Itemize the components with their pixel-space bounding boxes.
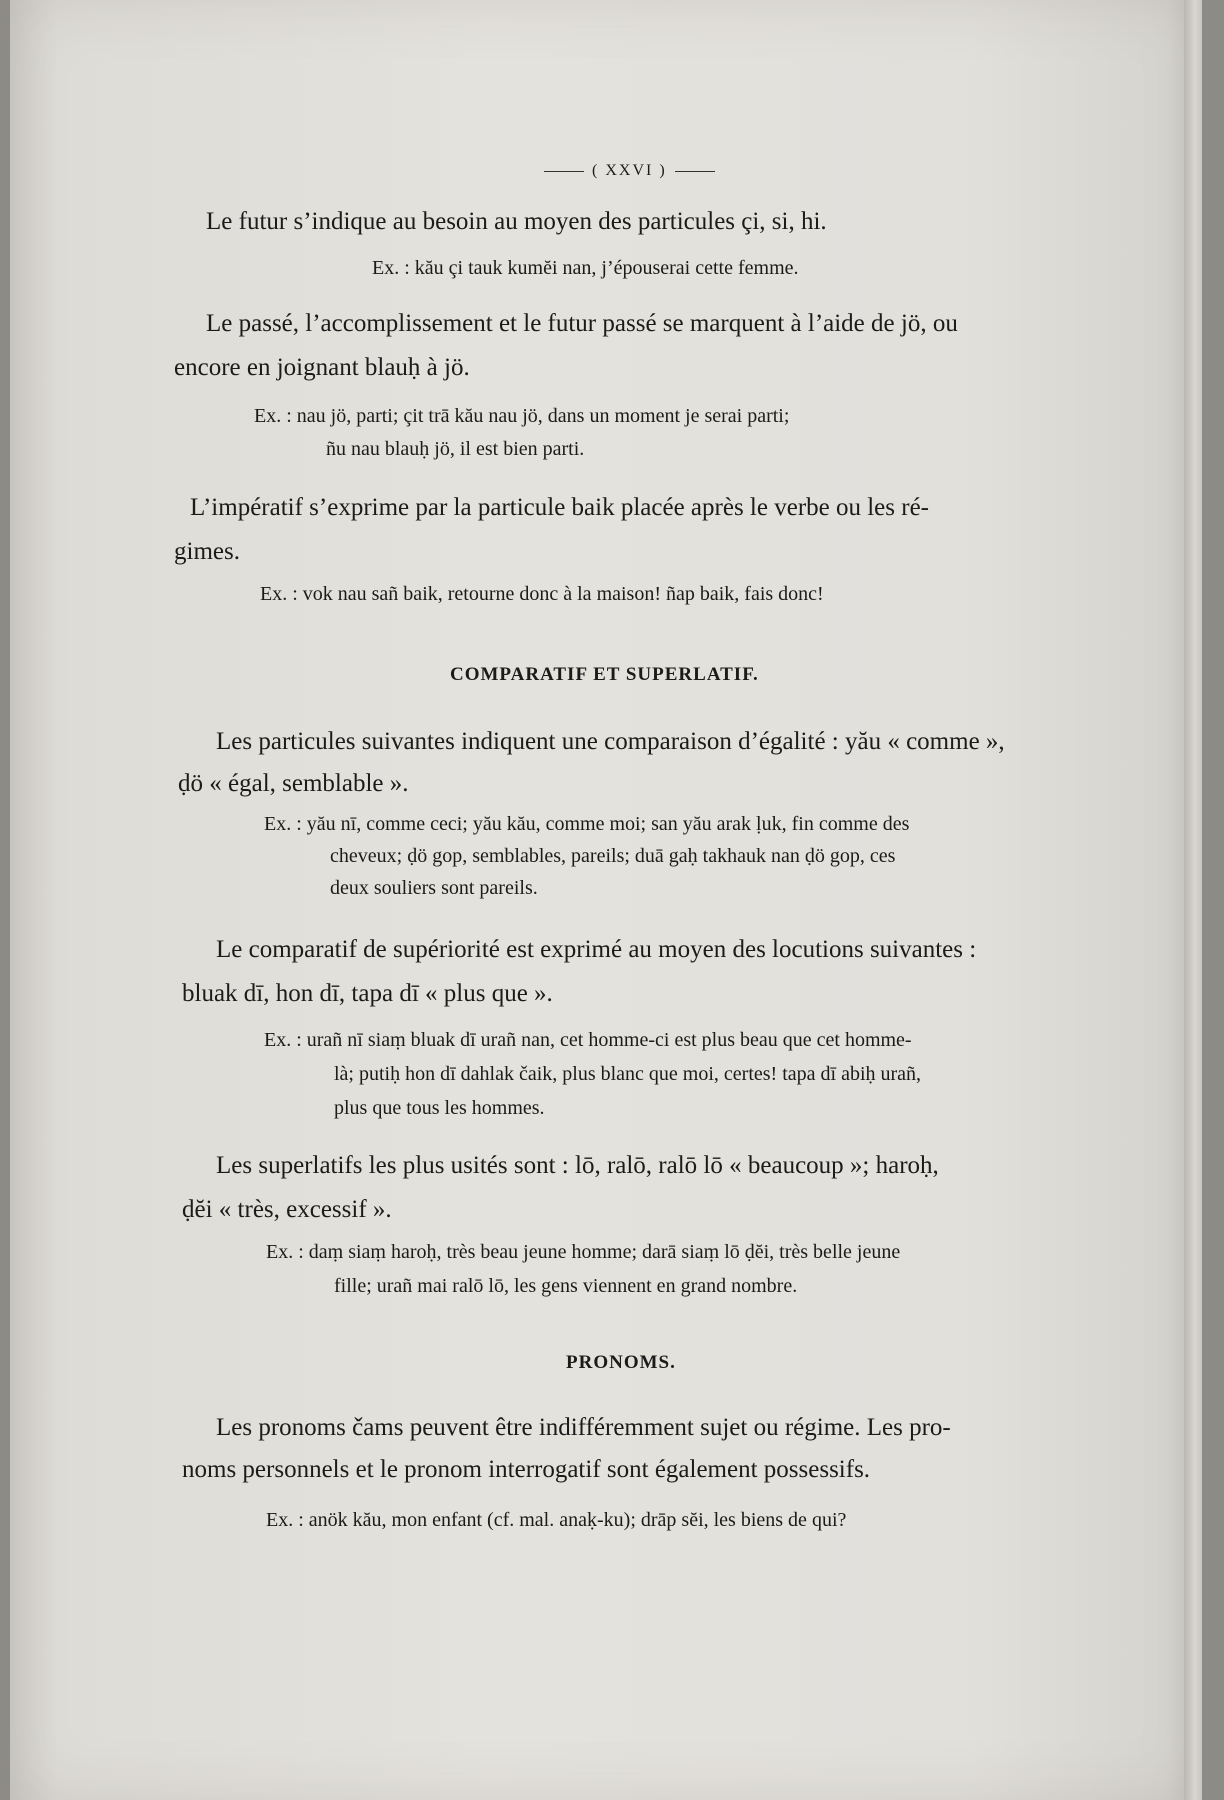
example-superlatif-line2: fille; urañ mai ralō lō, les gens viennent en grand nombre. xyxy=(334,1275,798,1297)
example-futur: Ex. : kău çi tauk kumĕi nan, j’épouserai cette femme. xyxy=(372,257,799,279)
paragraph-imperatif-line2: gimes. xyxy=(174,538,240,565)
paragraph-superiorite-line1: Le comparatif de supériorité est exprimé au moyen des locutions suivantes : xyxy=(216,936,977,963)
paragraph-egalite-line1: Les particules suivantes indiquent une comparaison d’égalité : yău « comme », xyxy=(216,728,1005,755)
page-header xyxy=(536,162,723,180)
section-heading-pronoms: PRONOMS. xyxy=(566,1352,676,1373)
paragraph-futur: Le futur s’indique au besoin au moyen des particules çi, si, hi. xyxy=(206,208,827,235)
paragraph-passe-line1: Le passé, l’accomplissement et le futur passé se marquent à l’aide de jö, ou xyxy=(206,310,958,337)
page-number: ( XXVI ) xyxy=(592,162,667,179)
paragraph-pronoms-line1: Les pronoms čams peuvent être indifféremment sujet ou régime. Les pro- xyxy=(216,1414,951,1441)
example-superlatif-line1: Ex. : daṃ siaṃ haroḥ, très beau jeune homme; darā siaṃ lō ḍĕi, très belle jeune xyxy=(266,1241,901,1263)
example-egalite-line2: cheveux; ḍö gop, semblables, pareils; duā gaḥ takhauk nan ḍö gop, ces xyxy=(330,845,896,867)
example-superiorite-line3: plus que tous les hommes. xyxy=(334,1097,545,1119)
example-egalite-line3: deux souliers sont pareils. xyxy=(330,877,538,899)
header-ornament-right xyxy=(675,171,715,172)
paragraph-superiorite-line2: bluak dī, hon dī, tapa dī « plus que ». xyxy=(182,980,553,1007)
example-passe-line2: ñu nau blauḥ jö, il est bien parti. xyxy=(326,438,585,460)
example-imperatif: Ex. : vok nau sañ baik, retourne donc à la maison! ñap baik, fais donc! xyxy=(260,583,824,605)
section-heading-comparatif: COMPARATIF ET SUPERLATIF. xyxy=(450,664,759,685)
paragraph-imperatif-line1: L’impératif s’exprime par la particule baik placée après le verbe ou les ré- xyxy=(190,494,930,521)
paragraph-superlatif-line1: Les superlatifs les plus usités sont : lō, ralō, ralō lō « beaucoup »; haroḥ, xyxy=(216,1152,939,1179)
example-pronoms: Ex. : anök kău, mon enfant (cf. mal. anaḳ-ku); drāp sĕi, les biens de qui? xyxy=(266,1509,847,1531)
example-passe-line1: Ex. : nau jö, parti; çit trā kău nau jö, dans un moment je serai parti; xyxy=(254,405,790,427)
example-egalite-line1: Ex. : yău nī, comme ceci; yău kău, comme moi; san yău arak ḷuk, fin comme des xyxy=(264,813,910,835)
book-page xyxy=(10,0,1202,1800)
page-edge xyxy=(1184,0,1202,1800)
example-superiorite-line2: là; putiḥ hon dī dahlak čaik, plus blanc que moi, certes! tapa dī abiḥ urañ, xyxy=(334,1063,922,1085)
example-superiorite-line1: Ex. : urañ nī siaṃ bluak dī urañ nan, cet homme-ci est plus beau que cet homme- xyxy=(264,1029,912,1051)
paragraph-passe-line2: encore en joignant blauḥ à jö. xyxy=(174,354,470,381)
paragraph-pronoms-line2: noms personnels et le pronom interrogatif sont également possessifs. xyxy=(182,1456,871,1483)
paragraph-egalite-line2: ḍö « égal, semblable ». xyxy=(178,770,409,797)
paragraph-superlatif-line2: ḍĕi « très, excessif ». xyxy=(182,1196,392,1223)
header-ornament-left xyxy=(544,171,584,172)
